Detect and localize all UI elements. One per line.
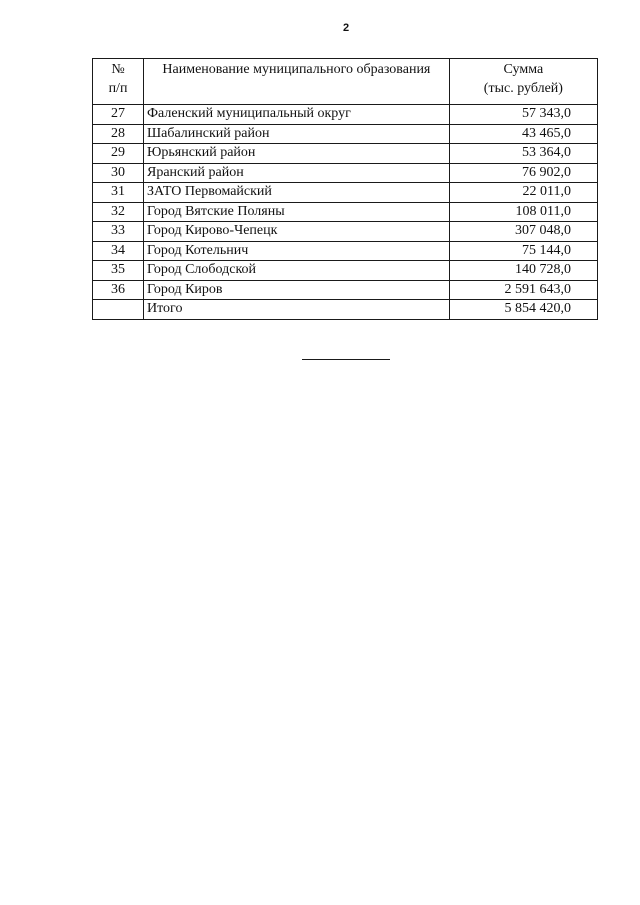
row-sum: 108 011,0 bbox=[449, 202, 597, 222]
table-header-row bbox=[93, 59, 598, 105]
row-sum: 43 465,0 bbox=[449, 124, 597, 144]
table-row bbox=[93, 241, 598, 261]
header-number bbox=[93, 59, 144, 105]
total-number-cell bbox=[93, 300, 144, 320]
row-name: Город Кирово-Чепецк bbox=[144, 222, 450, 242]
row-name: Город Слободской bbox=[144, 261, 450, 281]
row-name: Юрьянский район bbox=[144, 144, 450, 164]
row-number: 35 bbox=[93, 261, 144, 281]
row-number: 27 bbox=[93, 105, 144, 125]
total-label: Итого bbox=[144, 300, 450, 320]
row-sum: 22 011,0 bbox=[449, 183, 597, 203]
total-row bbox=[93, 300, 598, 320]
table-row bbox=[93, 222, 598, 242]
table-row bbox=[93, 261, 598, 281]
municipal-budget-table bbox=[92, 58, 598, 320]
row-name: Город Киров bbox=[144, 280, 450, 300]
table-row bbox=[93, 163, 598, 183]
row-name: Город Вятские Поляны bbox=[144, 202, 450, 222]
table-row bbox=[93, 124, 598, 144]
header-name: Наименование муниципального образования bbox=[144, 59, 450, 105]
table-row bbox=[93, 280, 598, 300]
row-number: 32 bbox=[93, 202, 144, 222]
table-row bbox=[93, 183, 598, 203]
table-row bbox=[93, 144, 598, 164]
row-sum: 2 591 643,0 bbox=[449, 280, 597, 300]
row-number: 30 bbox=[93, 163, 144, 183]
row-sum: 76 902,0 bbox=[449, 163, 597, 183]
row-sum: 75 144,0 bbox=[449, 241, 597, 261]
row-name: Яранский район bbox=[144, 163, 450, 183]
row-sum: 140 728,0 bbox=[449, 261, 597, 281]
row-number: 28 bbox=[93, 124, 144, 144]
table-row bbox=[93, 105, 598, 125]
header-number-line1: № bbox=[111, 62, 125, 77]
row-sum: 57 343,0 bbox=[449, 105, 597, 125]
end-of-document-rule bbox=[302, 359, 390, 360]
row-number: 31 bbox=[93, 183, 144, 203]
row-number: 33 bbox=[93, 222, 144, 242]
row-name: Шабалинский район bbox=[144, 124, 450, 144]
header-sum bbox=[449, 59, 597, 105]
page-number: 2 bbox=[342, 22, 350, 34]
header-sum-line2: (тыс. рублей) bbox=[483, 81, 563, 96]
header-sum-line1: Сумма bbox=[503, 62, 544, 77]
header-number-line2: п/п bbox=[108, 81, 128, 96]
row-sum: 307 048,0 bbox=[449, 222, 597, 242]
row-sum: 53 364,0 bbox=[449, 144, 597, 164]
row-name: ЗАТО Первомайский bbox=[144, 183, 450, 203]
table-body bbox=[93, 105, 598, 320]
row-number: 36 bbox=[93, 280, 144, 300]
total-sum: 5 854 420,0 bbox=[449, 300, 597, 320]
table-row bbox=[93, 202, 598, 222]
row-name: Фаленский муниципальный округ bbox=[144, 105, 450, 125]
row-number: 29 bbox=[93, 144, 144, 164]
row-number: 34 bbox=[93, 241, 144, 261]
row-name: Город Котельнич bbox=[144, 241, 450, 261]
